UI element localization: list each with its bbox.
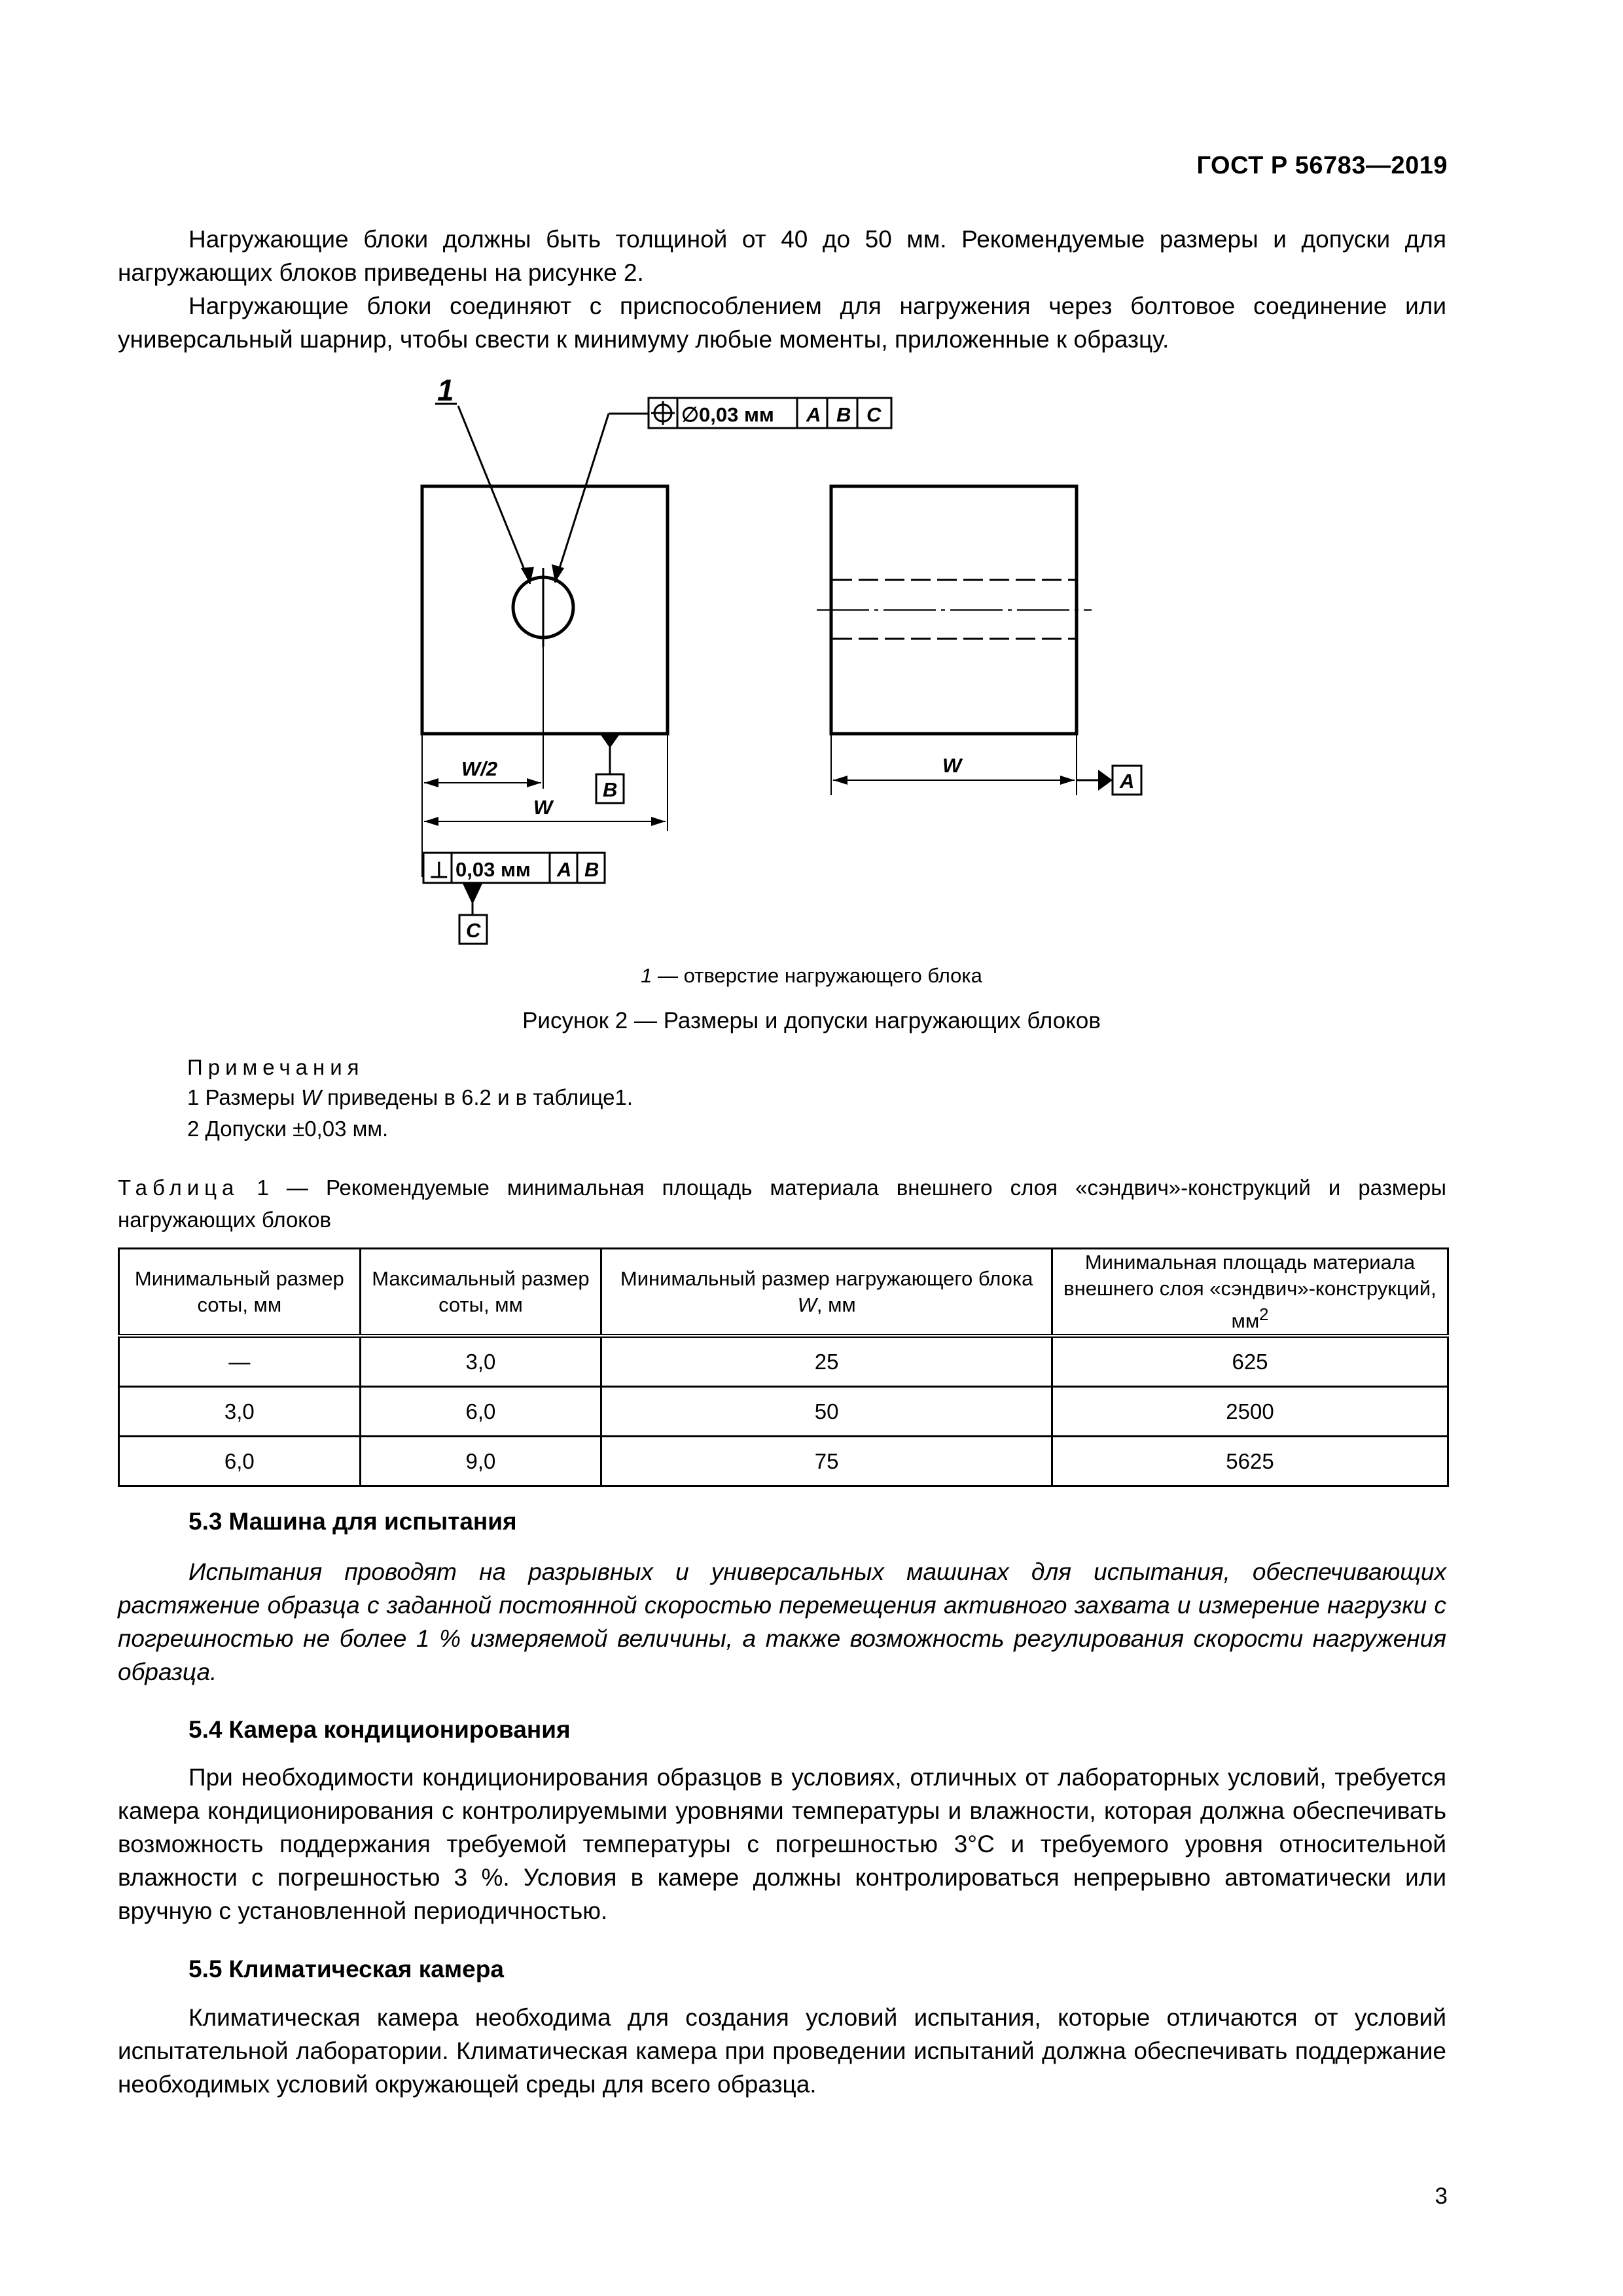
- table-cell: 5625: [1052, 1437, 1448, 1486]
- section-5-5-heading: [188, 1956, 504, 1983]
- header-c3-prefix: Минимальный размер нагружающего блока: [620, 1266, 1033, 1290]
- datum-c-triangle: [463, 884, 482, 905]
- table-row: [119, 1336, 1448, 1387]
- figure-legend: [0, 964, 1623, 988]
- legend-text: — отверстие нагружающего блока: [652, 964, 982, 987]
- table-cell: 3,0: [360, 1336, 601, 1387]
- section-5-5-number: 5.5: [188, 1956, 223, 1982]
- callout-leader-1: [458, 406, 530, 584]
- callout-number: 1: [437, 373, 454, 407]
- figure-2-load-block-drawing: [366, 367, 1217, 956]
- section-5-3-text: Испытания проводят на разрывных и универсальных машинах для испытания, обеспечивающих растяжение образца с заданной постоянной скоростью перемещения активного захвата и измерение нагрузки с погрешностью не более 1 % измеряемой величины, а также возможность регулирования скорости нагружения образца.: [118, 1558, 1446, 1685]
- position-tolerance-value: ∅0,03 мм: [681, 403, 774, 426]
- dim-label-width-side: W: [942, 754, 962, 777]
- notes-title: Примечания: [187, 1055, 365, 1079]
- table-row: [119, 1387, 1448, 1437]
- perp-frame-datum-a: A: [557, 858, 572, 881]
- table-title-label: Таблица: [118, 1175, 240, 1200]
- header-min-cell-size: Минимальный размер соты, мм: [119, 1249, 361, 1336]
- note-1-prefix: 1 Размеры: [187, 1085, 301, 1109]
- table-cell: 3,0: [119, 1387, 361, 1437]
- note-2: 2 Допуски ±0,03 мм.: [187, 1117, 389, 1141]
- note-1-suffix: приведены в 6.2 и в таблице1.: [321, 1085, 633, 1109]
- table-cell: —: [119, 1336, 361, 1387]
- header-c4-text: Минимальная площадь материала внешнего слоя «сэндвич»-конструкций, мм: [1063, 1251, 1436, 1333]
- perpendicularity-symbol: ⊥: [429, 858, 449, 883]
- position-frame-datum-c: C: [866, 403, 882, 426]
- note-1-variable: W: [300, 1085, 321, 1109]
- dim-label-width-front: W: [533, 796, 553, 819]
- header-min-block-size: [601, 1249, 1052, 1336]
- perpendicularity-tolerance-value: 0,03 мм: [455, 858, 531, 881]
- paragraph-load-block-thickness: Нагружающие блоки должны быть толщиной от 40 до 50 мм. Рекомендуемые размеры и допуски для нагружающих блоков приведены на рисунке 2.: [118, 226, 1446, 286]
- datum-c-label: C: [466, 919, 481, 942]
- table-row: [119, 1437, 1448, 1486]
- datum-b-triangle: [601, 735, 619, 748]
- datum-a-triangle: [1098, 770, 1113, 791]
- table-header-row: [119, 1249, 1448, 1336]
- section-5-4-number: 5.4: [188, 1716, 223, 1743]
- table-1-title: [118, 1172, 1446, 1236]
- section-5-4-text: При необходимости кондиционирования образцов в условиях, отличных от лабораторных условий, требуется камера кондиционирования с контролируемыми уровнями температуры и влажности, которая должна обеспечивать возможность поддержания требуемой температуры с погрешностью 3°С и требуемого уровня относительной влажности с погрешностью 3 %. Условия в камере должны контролироваться непрерывно автоматически или вручную с установленной периодичностью.: [118, 1764, 1446, 1924]
- table-cell: 75: [601, 1437, 1052, 1486]
- section-5-4-title: Камера кондиционирования: [228, 1716, 571, 1743]
- header-c3-variable: W: [797, 1293, 817, 1316]
- header-c4-sup: 2: [1259, 1306, 1269, 1324]
- table-cell: 50: [601, 1387, 1052, 1437]
- table-cell: 2500: [1052, 1387, 1448, 1437]
- figure-caption: Рисунок 2 — Размеры и допуски нагружающих блоков: [522, 1008, 1101, 1033]
- section-5-5-title: Климатическая камера: [228, 1956, 504, 1982]
- table-title-text: 1 — Рекомендуемые минимальная площадь материала внешнего слоя «сэндвич»-конструкций и размеры нагружающих блоков: [118, 1175, 1446, 1232]
- legend-number: 1: [641, 964, 652, 987]
- header-min-area: [1052, 1249, 1448, 1336]
- section-5-3-title: Машина для испытания: [228, 1508, 517, 1535]
- front-view-block: [422, 486, 668, 734]
- standard-designation: ГОСТ Р 56783—2019: [1196, 152, 1448, 179]
- paragraph-load-block-connection: Нагружающие блоки соединяют с приспособлением для нагружения через болтовое соединение или универсальный шарнир, чтобы свести к минимуму любые моменты, приложенные к образцу.: [118, 293, 1446, 353]
- table-cell: 25: [601, 1336, 1052, 1387]
- position-frame-datum-a: A: [806, 403, 821, 426]
- section-5-3-heading: [188, 1508, 517, 1535]
- table-cell: 625: [1052, 1336, 1448, 1387]
- perp-frame-datum-b: B: [584, 858, 599, 881]
- table-1: [118, 1247, 1449, 1487]
- table-cell: 6,0: [119, 1437, 361, 1486]
- page-number: 3: [1435, 2183, 1448, 2209]
- position-frame-datum-b: B: [836, 403, 851, 426]
- table-cell: 9,0: [360, 1437, 601, 1486]
- section-5-5-text: Климатическая камера необходима для создания условий испытания, которые отличаются от условий испытательной лаборатории. Климатическая камера при проведении испытаний должна обеспечивать поддержание необходимых условий окружающей среды для всего образца.: [118, 2004, 1446, 2098]
- datum-a-label: A: [1120, 770, 1135, 793]
- header-max-cell-size: Максимальный размер соты, мм: [360, 1249, 601, 1336]
- section-5-4-heading: [188, 1716, 571, 1744]
- note-1: [187, 1085, 633, 1110]
- table-cell: 6,0: [360, 1387, 601, 1437]
- header-c3-suffix: , мм: [816, 1293, 856, 1316]
- dim-label-half-width: W/2: [461, 757, 498, 780]
- section-5-3-number: 5.3: [188, 1508, 223, 1535]
- datum-b-label: B: [603, 778, 618, 801]
